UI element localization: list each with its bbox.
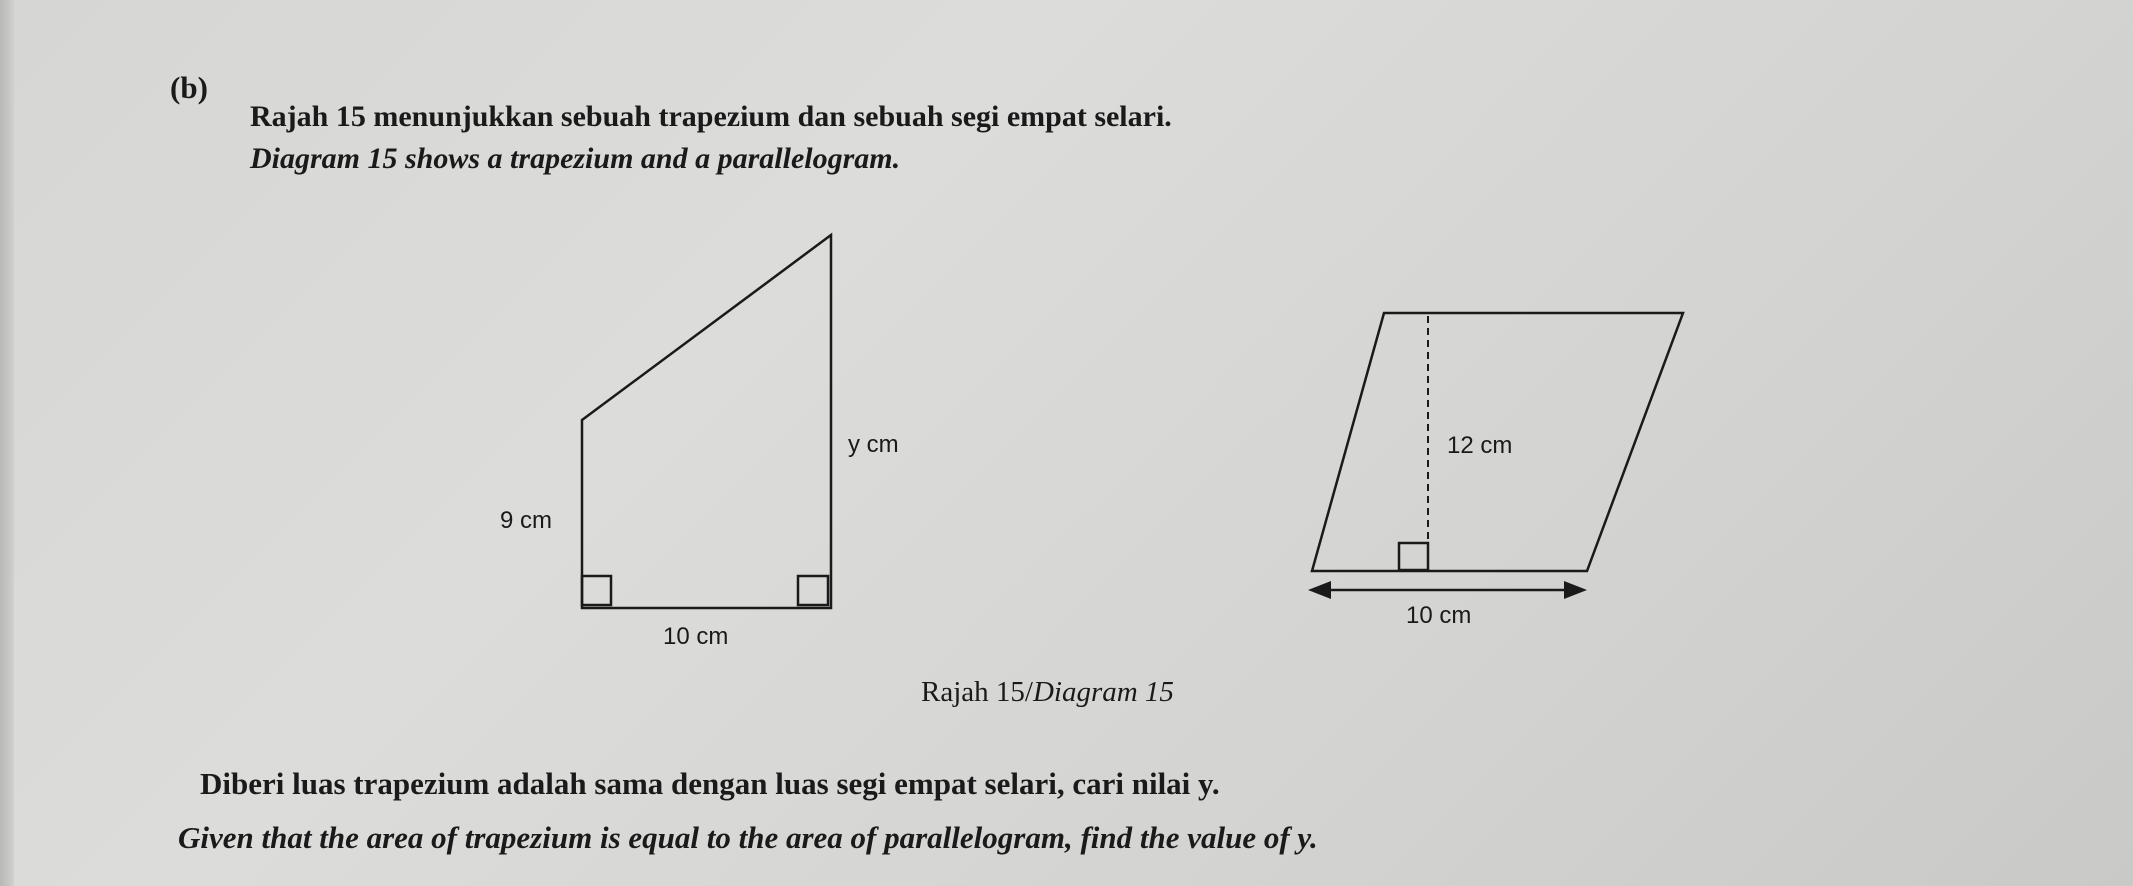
parallelogram-height-label: 12 cm xyxy=(1447,432,1513,459)
right-angle-marker-right xyxy=(798,576,828,605)
question-label: (b) xyxy=(170,70,208,105)
right-angle-marker-left xyxy=(582,576,611,605)
parallelogram-figure xyxy=(1308,313,1683,629)
intro-text-english: Diagram 15 shows a trapezium and a parallelogram. xyxy=(250,142,901,175)
base-arrow-right-head xyxy=(1564,581,1587,599)
base-arrow-left-head xyxy=(1308,581,1331,599)
question-text-malay: Diberi luas trapezium adalah sama dengan luas segi empat selari, cari nilai y. xyxy=(200,766,1220,801)
trapezium-right-side-label: y cm xyxy=(848,431,899,458)
diagram-caption xyxy=(921,676,1174,709)
trapezium-outline xyxy=(582,235,831,608)
caption-english: Diagram 15 xyxy=(1032,676,1174,708)
intro-text-malay: Rajah 15 menunjukkan sebuah trapezium dan sebuah segi empat selari. xyxy=(250,100,1172,133)
trapezium-base-label: 10 cm xyxy=(663,623,729,650)
parallelogram-base-label: 10 cm xyxy=(1406,602,1472,629)
trapezium-figure xyxy=(500,235,899,650)
caption-malay: Rajah 15/ xyxy=(921,676,1033,708)
trapezium-left-side-label: 9 cm xyxy=(500,507,553,534)
question-text-english: Given that the area of trapezium is equal to the area of parallelogram, find the value of y. xyxy=(178,820,1318,855)
parallelogram-right-angle-marker xyxy=(1399,543,1428,570)
